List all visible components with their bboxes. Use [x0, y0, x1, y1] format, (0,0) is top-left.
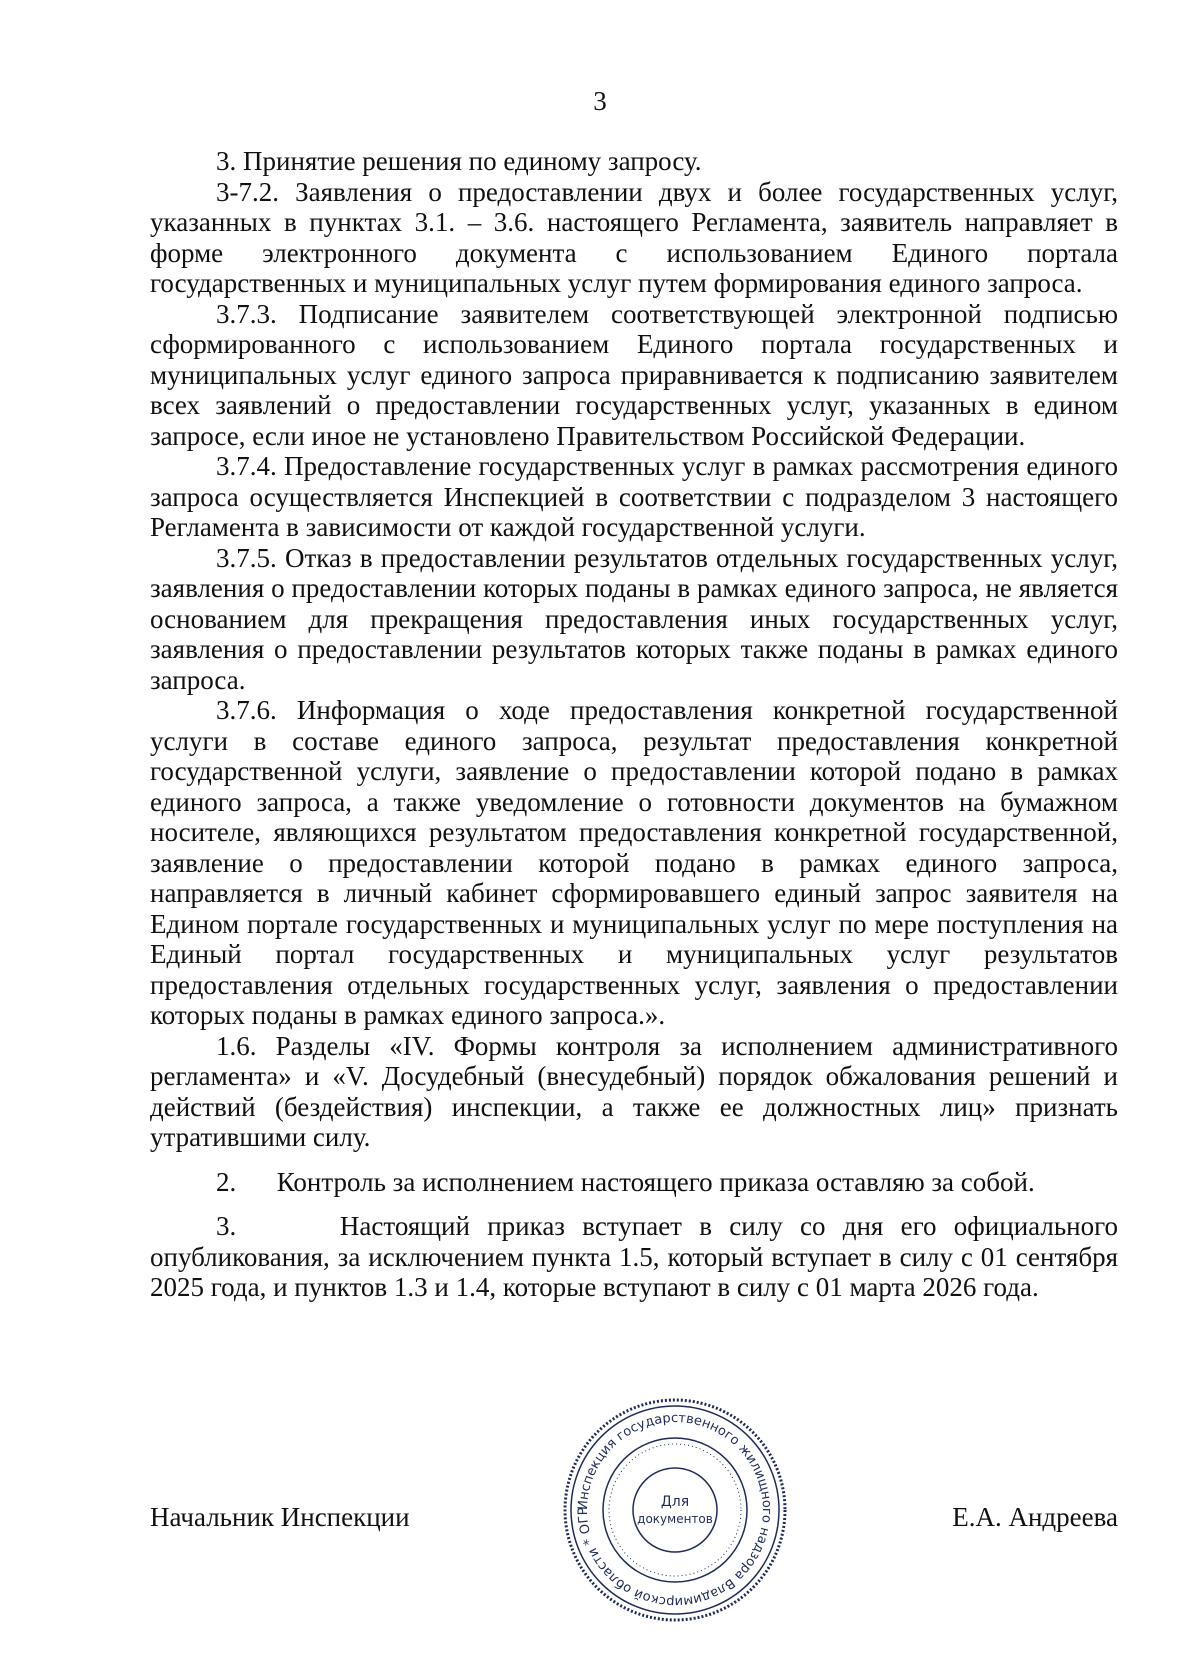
signatory-position: Начальник Инспекции	[150, 1502, 410, 1532]
seal-graphic	[560, 1395, 790, 1625]
paragraph-1-6: 1.6. Разделы «IV. Формы контроля за исполнением административного регламента» и «V. Досудебный (внесудебный) порядок обжалования решений и действий (бездействия) инспекции, а также ее должностных лиц» признать утратившими силу.	[150, 1030, 1118, 1152]
paragraph-3-7-4: 3.7.4. Предоставление государственных услуг в рамках рассмотрения единого запроса осуществляется Инспекцией в соответствии с подразделом 3 настоящего Регламента в зависимости от каждой государственной услуги.	[150, 451, 1118, 542]
paragraph-2: 2. Контроль за исполнением настоящего приказа оставляю за собой.	[216, 1166, 1035, 1197]
paragraph-3-7-3: 3.7.3. Подписание заявителем соответствующей электронной подписью сформированного с использованием Единого портала государственных и муниципальных услуг единого запроса приравнивается к подписанию заявителем всех заявлений о предоставлении государственных услуг, указанных в едином запросе, если иное не установлено Правительством Российской Федерации.	[150, 298, 1118, 451]
paragraph-3-7-2: 3-7.2. Заявления о предоставлении двух и более государственных услуг, указанных в пунктах 3.1. – 3.6. настоящего Регламента, заявитель направляет в форме электронного документа с использованием Единого портала государственных и муниципальных услуг путем формирования единого запроса.	[150, 176, 1118, 298]
paragraph-3-7-6: 3.7.6. Информация о ходе предоставления конкретной государственной услуги в составе единого запроса, результат предоставления конкретной государственной услуги, заявление о предоставлении которой подано в рамках единого запроса, а также уведомление о готовности документов на бумажном носителе, являющихся результатом предоставления конкретной государственной, заявление о предоставлении которой подано в рамках единого запроса, направляется в личный кабинет сформировавшего единый запрос заявителя на Едином портале государственных и муниципальных услуг по мере поступления на Единый портал государственных и муниципальных услуг результатов предоставления отдельных государственных услуг, заявления о предоставлении которых поданы в рамках единого запроса.».	[150, 695, 1118, 1030]
paragraph-3-7-5: 3.7.5. Отказ в предоставлении результатов отдельных государственных услуг, заявления о предоставлении которых поданы в рамках единого запроса, не является основанием для прекращения предоставления иных государственных услуг, заявления о предоставлении результатов которых также поданы в рамках единого запроса.	[150, 542, 1118, 695]
paragraph-3: 3. Настоящий приказ вступает в силу со дня его официального опубликования, за исключением пункта 1.5, который вступает в силу с 01 сентября 2025 года, и пунктов 1.3 и 1.4, которые вступают в силу с 01 марта 2026 года.	[150, 1211, 1118, 1302]
seal-ring-text: Инспекция государственного жилищного надзора Владимирской области * ОГР	[575, 1410, 775, 1610]
seal-center-text-1: Для	[660, 1494, 690, 1510]
page-number: 3	[593, 86, 607, 116]
signatory-name: Е.А. Андреева	[952, 1502, 1118, 1532]
paragraph-heading-3: 3. Принятие решения по единому запросу.	[216, 146, 702, 176]
document-body	[150, 146, 1118, 1303]
seal-center-text-2: документов	[637, 1512, 713, 1526]
official-seal	[560, 1395, 790, 1625]
